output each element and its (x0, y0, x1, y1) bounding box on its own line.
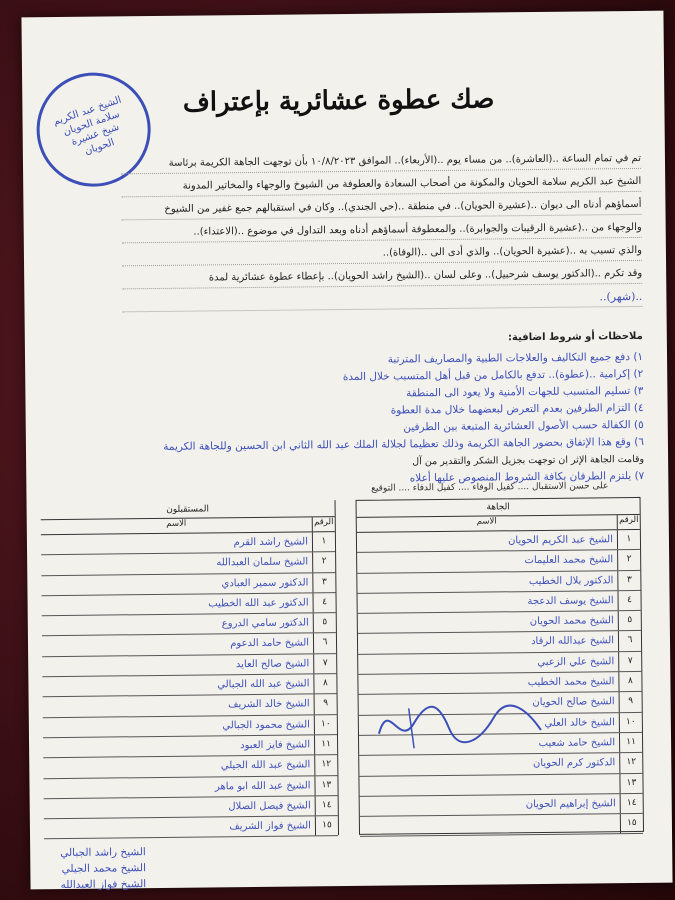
notes-heading: ملاحظات أو شروط اضافية: (507, 330, 643, 344)
document-title: صك عطوة عشائرية بإعتراف (182, 84, 495, 118)
row-name (360, 814, 620, 836)
row-number: ٨ (313, 674, 336, 694)
row-number: ٤ (312, 593, 335, 613)
row-number: ١٥ (620, 814, 643, 834)
row-name: الشيخ عبد الله ابو ماهر (214, 779, 311, 792)
receivers-header: المستقبلون (41, 500, 335, 520)
name-label: الاسم (166, 518, 187, 529)
row-number: ١٤ (315, 796, 338, 816)
row-name: الشيخ راشد القرم (233, 536, 309, 549)
form-body (121, 149, 643, 315)
num-label: الرقم (312, 517, 335, 531)
row-number: ١٥ (315, 816, 338, 836)
row-name: الشيخ عبد الله الجبالي (217, 678, 310, 691)
row-number: ٧ (313, 654, 336, 674)
form-line-period: ..(شهر).. (122, 287, 642, 312)
row-name: الشيخ محمد العليمات (524, 554, 614, 567)
jaha-column (356, 497, 644, 835)
row-number: ٦ (313, 634, 336, 654)
signature-caption: على حسن الاستقبال .... كفيل الوفاء .... كفيل الدفاء .... التوقيع (371, 481, 609, 494)
row-name: الشيخ يوسف الدعجة (527, 595, 614, 608)
name-label: الاسم (476, 516, 497, 527)
num-label: الرقم (617, 515, 640, 529)
row-number: ١ (312, 532, 335, 552)
stamp-text: الشيخ عبد الكريم سلامة الحويان شيخ عشيرة الحويان (51, 94, 123, 157)
row-name: الشيخ محمد الخطيب (527, 676, 615, 689)
row-name: الدكتور بلال الخطيب (528, 574, 614, 587)
row-name: الشيخ عبدالله الرقاد (531, 635, 615, 648)
row-name: الدكتور كرم الحويان (532, 757, 616, 770)
row-name (359, 774, 619, 796)
row-name: الدكتور سامي الدروع (221, 617, 309, 630)
row-name: الشيخ إبراهيم الحويان (525, 798, 616, 811)
row-number: ١١ (314, 735, 337, 755)
row-number: ٥ (313, 613, 336, 633)
row-number: ٤ (617, 591, 640, 611)
table-row (360, 814, 643, 837)
row-name: الشيخ فواز الشريف (229, 820, 311, 833)
row-number: ١٠ (619, 713, 642, 733)
row-name: الشيخ فايز العبود (240, 739, 311, 752)
row-number: ١٢ (314, 755, 337, 775)
row-name: الشيخ عبد الله الجيلي (220, 759, 311, 772)
row-number: ٩ (314, 694, 337, 714)
row-number: ٩ (619, 692, 642, 712)
note-item: ٣) تسليم المتسبب للجهات الأمنية ولا يعود الى المنطقة (405, 384, 644, 400)
row-number: ٣ (617, 571, 640, 591)
row-number: ١٣ (314, 776, 337, 796)
note-item: ٥) الكفالة حسب الأصول العشائرية المتبعة بين الطرفين (403, 418, 644, 434)
row-number: ٦ (618, 631, 641, 651)
row-number: ٧ (618, 652, 641, 672)
row-name: الشيخ حامد شعيب (538, 737, 616, 749)
row-number: ١٢ (619, 753, 642, 773)
form-line: والذي تسبب به ..(عشيرة الحويان).. والذي أدى الى ..(الوفاة).. (122, 241, 642, 266)
row-number: ١٣ (619, 773, 642, 793)
note-item: ٢) إكرامية ..(عطوة).. تدفع بالكامل من قبل أهل المتسبب خلال المدة (342, 367, 644, 384)
row-number: ٨ (618, 672, 641, 692)
row-number: ٥ (618, 611, 641, 631)
jaha-header: الجاهة (357, 498, 640, 518)
row-name: الشيخ عبد الكريم الحويان (507, 534, 614, 547)
handwritten-signature (369, 692, 550, 754)
jaha-rows (357, 530, 643, 837)
row-name: الشيخ خالد العلي (544, 716, 615, 729)
row-name: الشيخ صالح العايد (235, 658, 310, 670)
names-table (41, 497, 644, 838)
note-item: ٧) يلتزم الطرفان بكافة الشروط المنصوص عليها أعلاه (409, 469, 645, 485)
row-name: الشيخ محمد الحويان (529, 615, 614, 628)
form-line: الشيخ عبد الكريم سلامة الحويان والمكونة من أصحاب السعادة والعطوفة من الشيوخ والوجهاء والمخاتير المدونة (121, 172, 641, 197)
extra-name: الشيخ راشد الجبالي (60, 846, 146, 860)
note-item: ٦) وقع هذا الإتفاق بحضور الجاهة الكريمة وذلك تعظيما لجلالة الملك عبد الله الثاني ابن الحسين وللجاهة الكريمة (163, 435, 644, 453)
receivers-column (41, 500, 339, 838)
extra-name: الشيخ محمد الجيلي (61, 862, 147, 876)
row-number: ٢ (617, 550, 640, 570)
receivers-rows (41, 532, 338, 840)
row-name: الشيخ خالد الشريف (228, 698, 310, 711)
extra-name: الشيخ فواز العبدالله (60, 878, 147, 892)
table-row (44, 816, 338, 839)
row-name: الشيخ حامد الدعوم (230, 637, 310, 650)
form-line: تم في تمام الساعة ..(العاشرة).. من مساء يوم ..(الأربعاء).. الموافق ١٠/٨/٢٠٢٣ بأن توجهت الجاهة الكريمة برئاسة (121, 149, 641, 174)
row-number: ١٠ (314, 715, 337, 735)
row-name: الشيخ فيصل الصلال (228, 800, 311, 813)
row-number: ١١ (619, 733, 642, 753)
document-page (21, 11, 672, 890)
row-name: الشيخ صالح الحويان (532, 696, 615, 709)
notes-list (43, 349, 645, 494)
note-item: ١) دفع جميع التكاليف والعلاجات الطبية والمصاريف المترتبة (387, 350, 644, 366)
row-name: الشيخ محمود الجبالي (222, 719, 310, 731)
row-name: الدكتور عبد الله الخطيب (208, 597, 309, 610)
note-item: ٤) التزام الطرفين بعدم التعرض لبعضهما خلال مدة العطوة (390, 401, 644, 417)
row-name: الشيخ علي الزعبي (537, 655, 615, 668)
row-name: الدكتور سمير العبادي (221, 577, 309, 589)
row-number: ١٤ (620, 794, 643, 814)
printed-thanks-note: وقامت الجاهة الإثر ان توجهت بجزيل الشكر والتقدير من آل (412, 453, 645, 468)
row-number: ٢ (312, 552, 335, 572)
row-name: الشيخ سلمان العبدالله (216, 556, 309, 569)
form-line: وقد تكرم ..(الدكتور يوسف شرحبيل).. وعلى لسان ..(الشيخ راشد الحويان).. بإعطاء عطوة عشائرية لمدة (122, 264, 642, 289)
extra-names (60, 844, 146, 893)
form-line: أسماؤهم أدناه الى ديوان ..(عشيرة الحويان).. في منطقة ..(حي الجندي).. وكان في استقبالهم جمع غفير من الشيوخ (121, 195, 641, 220)
row-number: ١ (617, 530, 640, 550)
form-line: والوجهاء من ..(عشيرة الرقيبات والجوابرة).. والمعطوفة أسماؤهم أدناه وبعد التداول في موضوع ..(الاعتداء).. (122, 218, 642, 243)
row-number: ٣ (312, 573, 335, 593)
